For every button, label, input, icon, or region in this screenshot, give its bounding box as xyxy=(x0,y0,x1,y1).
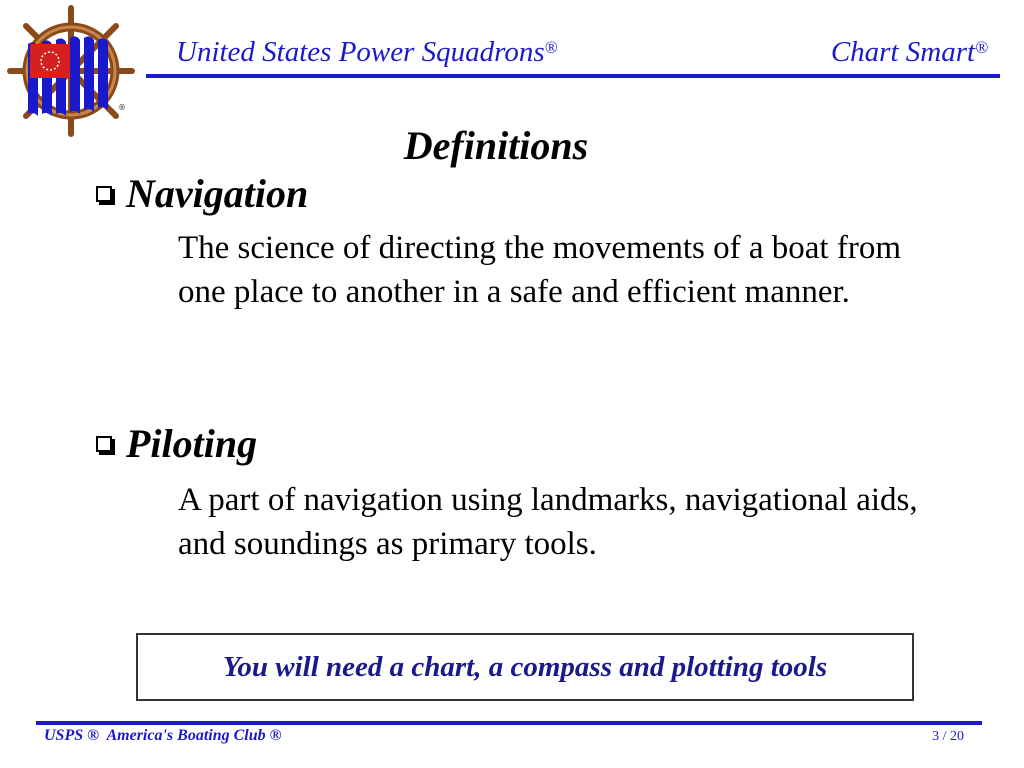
org-name: United States Power Squadrons xyxy=(176,36,545,68)
footer-divider xyxy=(36,721,982,725)
term-definition-navigation: The science of directing the movements of a boat from one place to another in a safe and efficient manner. xyxy=(178,230,901,310)
footer-org: USPS ® America's Boating Club ® xyxy=(44,727,282,744)
slide-title-text: Definitions xyxy=(403,123,589,168)
svg-text:®: ® xyxy=(118,103,126,112)
page-number: 3 / 20 xyxy=(932,729,964,744)
course-name: Chart Smart xyxy=(830,36,976,68)
term-label: Navigation xyxy=(126,171,309,216)
course-name-header xyxy=(831,36,988,69)
callout-box xyxy=(136,633,914,701)
callout-text: You will need a chart, a compass and plotting tools xyxy=(222,650,828,683)
square-bullet-icon xyxy=(96,186,112,202)
registered-mark: ® xyxy=(975,38,988,57)
term-heading-navigation xyxy=(96,170,308,217)
term-definition-piloting: A part of navigation using landmarks, navigational aids, and soundings as primary tools. xyxy=(178,482,918,562)
header-divider xyxy=(146,74,1000,78)
square-bullet-icon xyxy=(96,436,112,452)
term-heading-piloting xyxy=(96,420,257,467)
ships-wheel-logo-icon xyxy=(6,4,136,138)
registered-mark: ® xyxy=(544,38,558,57)
slide-title xyxy=(0,122,1024,169)
term-label: Piloting xyxy=(126,421,258,466)
org-name-header xyxy=(176,36,558,69)
